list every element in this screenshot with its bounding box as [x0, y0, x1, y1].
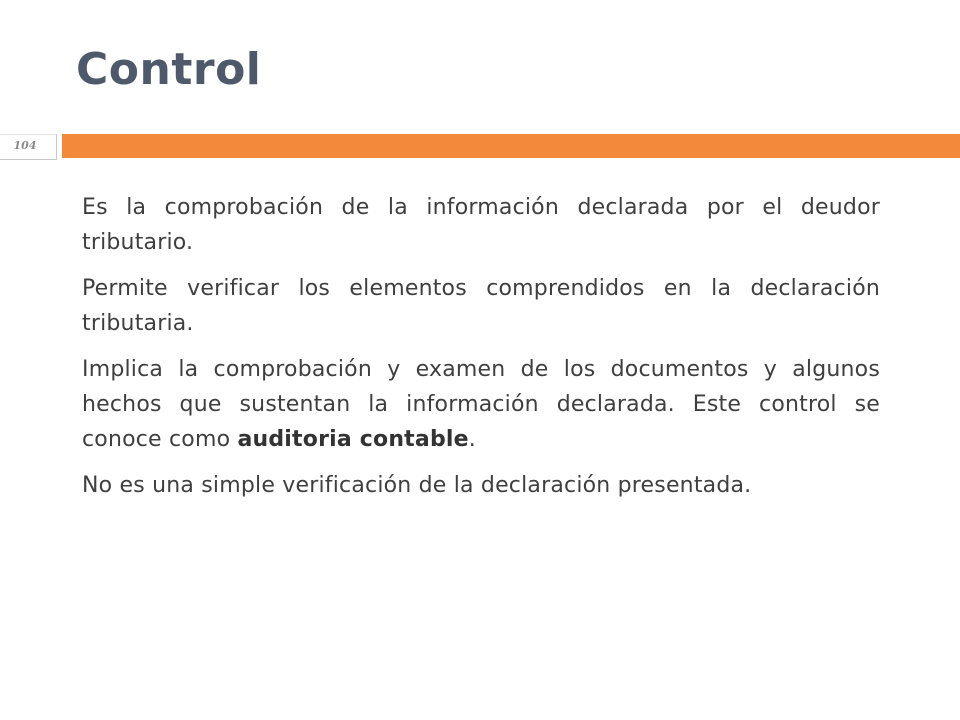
slide-body [82, 190, 880, 514]
paragraph-audit [82, 352, 880, 457]
slide-number-box [0, 134, 57, 160]
paragraph-audit-end: . [468, 427, 476, 452]
title-divider-bar [62, 134, 960, 158]
audit-term: auditoria contable [237, 427, 469, 452]
paragraph-audit-text: Implica la comprobación y examen de los documentos y algunos hechos que sustentan la información declarada. Este control se conoce como [82, 357, 880, 452]
paragraph-not-simple: No es una simple verificación de la declaración presentada. [82, 473, 752, 498]
slide-number: 104 [13, 139, 37, 152]
paragraph-verification: Permite verificar los elementos comprendidos en la declaración tributaria. [82, 276, 880, 336]
paragraph-definition: Es la comprobación de la información declarada por el deudor tributario. [82, 195, 880, 255]
slide-title: Control [76, 44, 262, 95]
